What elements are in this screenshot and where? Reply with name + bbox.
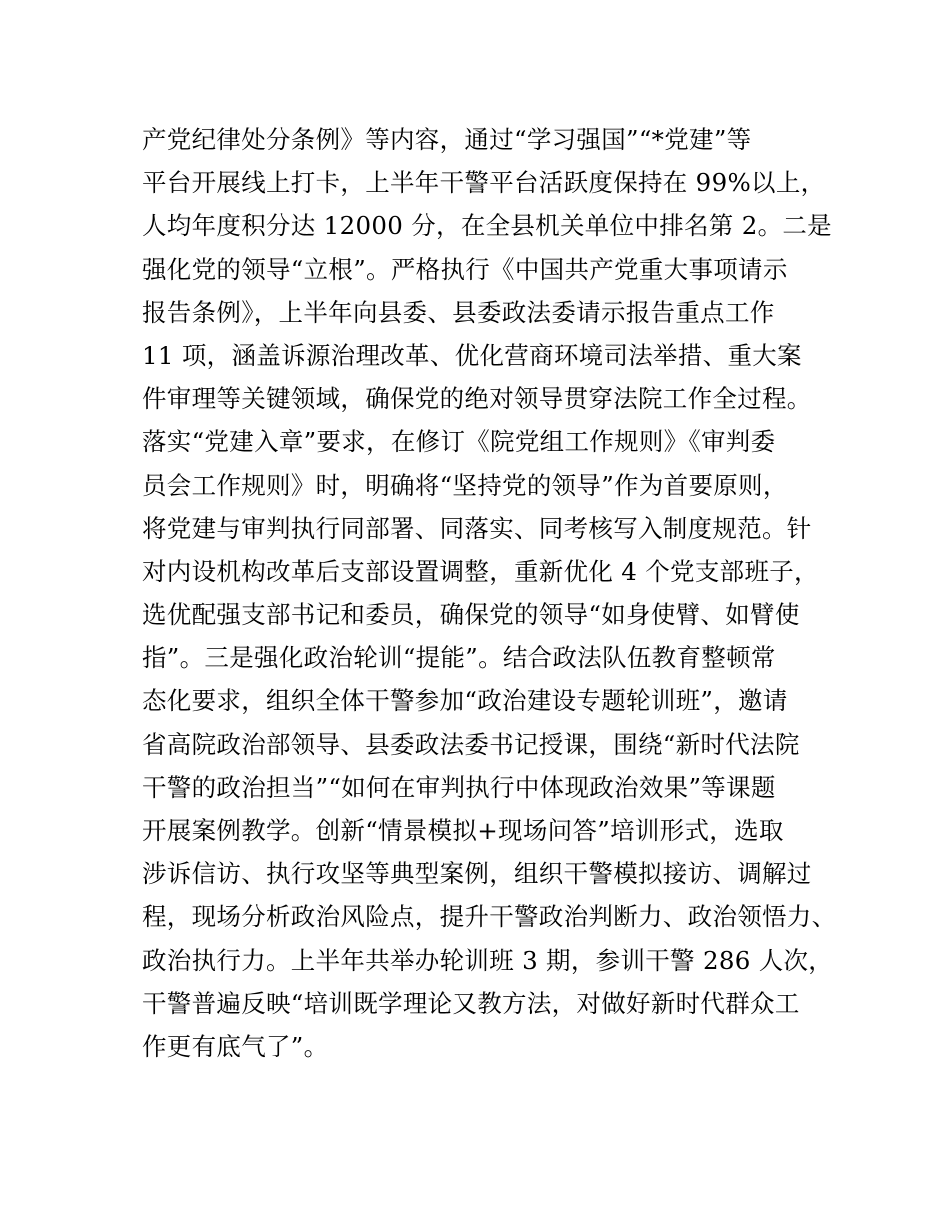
text-line: 政治执行力。上半年共举办轮训班 3 期，参训干警 286 人次， — [142, 945, 834, 975]
text-line: 干警的政治担当”“如何在审判执行中体现政治效果”等课题 — [142, 772, 776, 802]
text-line: 11 项，涵盖诉源治理改革、优化营商环境司法举措、重大案 — [142, 340, 802, 370]
text-line: 程，现场分析政治风险点，提升干警政治判断力、政治领悟力、 — [142, 902, 837, 932]
text-line: 将党建与审判执行同部署、同落实、同考核写入制度规范。针 — [142, 513, 812, 543]
text-line: 干警普遍反映“培训既学理论又教方法，对做好新时代群众工 — [142, 988, 800, 1018]
text-line: 平台开展线上打卡，上半年干警平台活跃度保持在 99%以上， — [142, 168, 826, 198]
text-line: 员会工作规则》时，明确将“坚持党的领导”作为首要原则， — [142, 470, 788, 500]
text-line: 涉诉信访、执行攻坚等典型案例，组织干警模拟接访、调解过 — [142, 859, 812, 889]
text-line: 产党纪律处分条例》等内容，通过“学习强国”“*党建”等 — [142, 125, 752, 154]
text-line: 选优配强支部书记和委员，确保党的领导“如身使臂、如臂使 — [142, 600, 800, 630]
text-line: 省高院政治部领导、县委政法委书记授课，围绕“新时代法院 — [142, 729, 800, 759]
text-line: 指”。三是强化政治轮训“提能”。结合政法队伍教育整顿常 — [142, 643, 776, 673]
text-line: 人均年度积分达 12000 分，在全县机关单位中排名第 2。二是 — [142, 211, 832, 241]
text-line: 报告条例》，上半年向县委、县委政法委请示报告重点工作 — [142, 297, 775, 327]
text-line: 态化要求，组织全体干警参加“政治建设专题轮训班”，邀请 — [142, 686, 788, 716]
text-line: 强化党的领导“立根”。严格执行《中国共产党重大事项请示 — [142, 254, 788, 284]
text-line: 对内设机构改革后支部设置调整，重新优化 4 个党支部班子， — [142, 556, 819, 586]
text-line: 件审理等关键领域，确保党的绝对领导贯穿法院工作全过程。 — [142, 384, 812, 414]
body-paragraph — [142, 118, 837, 1068]
text-line: 作更有底气了”。 — [142, 1031, 329, 1061]
text-line: 落实“党建入章”要求，在修订《院党组工作规则》《审判委 — [142, 427, 776, 457]
text-line: 开展案例教学。创新“情景模拟+现场问答”培训形式，选取 — [142, 816, 784, 845]
